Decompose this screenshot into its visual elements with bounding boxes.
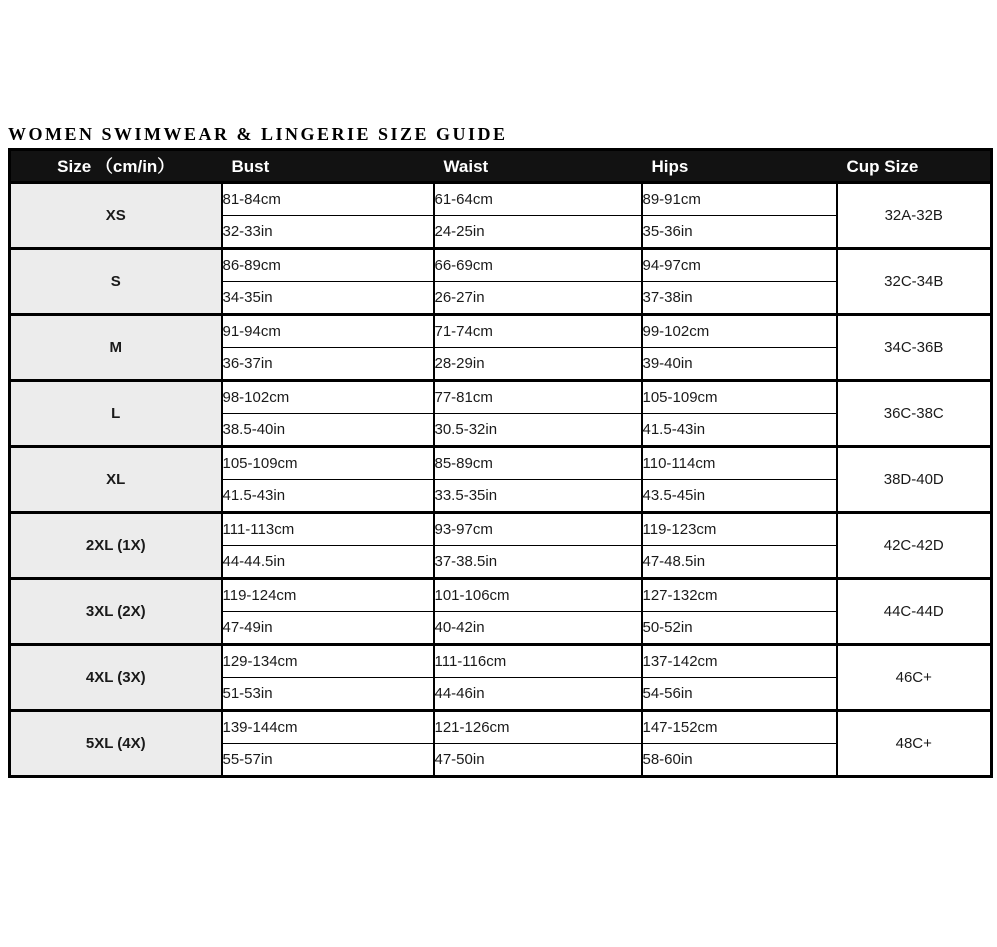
size-row-group-2xl	[10, 513, 992, 579]
cup-size-cell: 46C+	[837, 645, 992, 711]
bust-in-cell: 47-49in	[222, 612, 434, 645]
cup-size-cell: 44C-44D	[837, 579, 992, 645]
bust-cm-cell: 98-102cm	[222, 381, 434, 414]
bust-cm-cell: 129-134cm	[222, 645, 434, 678]
waist-in-cell: 47-50in	[434, 744, 642, 777]
column-header-cup-size: Cup Size	[837, 150, 992, 183]
size-row-group-m	[10, 315, 992, 381]
column-header-waist: Waist	[434, 150, 642, 183]
bust-in-cell: 34-35in	[222, 282, 434, 315]
table-header	[10, 150, 992, 183]
hips-in-cell: 41.5-43in	[642, 414, 837, 447]
cup-size-cell: 48C+	[837, 711, 992, 777]
size-label: 2XL (1X)	[10, 513, 222, 579]
bust-in-cell: 38.5-40in	[222, 414, 434, 447]
waist-in-cell: 44-46in	[434, 678, 642, 711]
hips-in-cell: 39-40in	[642, 348, 837, 381]
bust-in-cell: 55-57in	[222, 744, 434, 777]
size-row-group-4xl	[10, 645, 992, 711]
size-row-group-l	[10, 381, 992, 447]
hips-in-cell: 54-56in	[642, 678, 837, 711]
hips-cm-cell: 110-114cm	[642, 447, 837, 480]
size-label: M	[10, 315, 222, 381]
size-row-group-s	[10, 249, 992, 315]
hips-in-cell: 50-52in	[642, 612, 837, 645]
hips-in-cell: 58-60in	[642, 744, 837, 777]
waist-in-cell: 26-27in	[434, 282, 642, 315]
bust-in-cell: 44-44.5in	[222, 546, 434, 579]
cup-size-cell: 42C-42D	[837, 513, 992, 579]
waist-in-cell: 24-25in	[434, 216, 642, 249]
bust-cm-cell: 105-109cm	[222, 447, 434, 480]
column-header-bust: Bust	[222, 150, 434, 183]
hips-cm-cell: 127-132cm	[642, 579, 837, 612]
bust-in-cell: 32-33in	[222, 216, 434, 249]
waist-cm-cell: 61-64cm	[434, 183, 642, 216]
cup-size-cell: 32A-32B	[837, 183, 992, 249]
waist-cm-cell: 85-89cm	[434, 447, 642, 480]
hips-cm-cell: 147-152cm	[642, 711, 837, 744]
waist-in-cell: 33.5-35in	[434, 480, 642, 513]
waist-cm-cell: 101-106cm	[434, 579, 642, 612]
waist-cm-cell: 93-97cm	[434, 513, 642, 546]
waist-in-cell: 28-29in	[434, 348, 642, 381]
size-row-group-xs	[10, 183, 992, 249]
cup-size-cell: 34C-36B	[837, 315, 992, 381]
bust-cm-cell: 86-89cm	[222, 249, 434, 282]
bust-in-cell: 51-53in	[222, 678, 434, 711]
hips-in-cell: 47-48.5in	[642, 546, 837, 579]
waist-cm-cell: 77-81cm	[434, 381, 642, 414]
hips-cm-cell: 89-91cm	[642, 183, 837, 216]
size-label: S	[10, 249, 222, 315]
bust-cm-cell: 81-84cm	[222, 183, 434, 216]
size-label: XS	[10, 183, 222, 249]
size-row-group-xl	[10, 447, 992, 513]
size-row-group-3xl	[10, 579, 992, 645]
bust-in-cell: 36-37in	[222, 348, 434, 381]
hips-cm-cell: 137-142cm	[642, 645, 837, 678]
size-guide-table	[8, 148, 993, 778]
bust-cm-cell: 91-94cm	[222, 315, 434, 348]
waist-cm-cell: 111-116cm	[434, 645, 642, 678]
column-header-size: Size （cm/in）	[10, 150, 222, 183]
hips-in-cell: 35-36in	[642, 216, 837, 249]
cup-size-cell: 36C-38C	[837, 381, 992, 447]
waist-in-cell: 37-38.5in	[434, 546, 642, 579]
bust-cm-cell: 111-113cm	[222, 513, 434, 546]
column-header-hips: Hips	[642, 150, 837, 183]
page-title: WOMEN SWIMWEAR & LINGERIE SIZE GUIDE	[8, 124, 508, 144]
hips-cm-cell: 105-109cm	[642, 381, 837, 414]
size-row-group-5xl	[10, 711, 992, 777]
hips-in-cell: 43.5-45in	[642, 480, 837, 513]
bust-cm-cell: 119-124cm	[222, 579, 434, 612]
bust-cm-cell: 139-144cm	[222, 711, 434, 744]
size-label: L	[10, 381, 222, 447]
waist-in-cell: 40-42in	[434, 612, 642, 645]
waist-in-cell: 30.5-32in	[434, 414, 642, 447]
hips-cm-cell: 94-97cm	[642, 249, 837, 282]
hips-cm-cell: 99-102cm	[642, 315, 837, 348]
cup-size-cell: 32C-34B	[837, 249, 992, 315]
size-label: 5XL (4X)	[10, 711, 222, 777]
size-label: XL	[10, 447, 222, 513]
waist-cm-cell: 121-126cm	[434, 711, 642, 744]
waist-cm-cell: 71-74cm	[434, 315, 642, 348]
hips-cm-cell: 119-123cm	[642, 513, 837, 546]
size-label: 3XL (2X)	[10, 579, 222, 645]
cup-size-cell: 38D-40D	[837, 447, 992, 513]
bust-in-cell: 41.5-43in	[222, 480, 434, 513]
size-label: 4XL (3X)	[10, 645, 222, 711]
hips-in-cell: 37-38in	[642, 282, 837, 315]
waist-cm-cell: 66-69cm	[434, 249, 642, 282]
